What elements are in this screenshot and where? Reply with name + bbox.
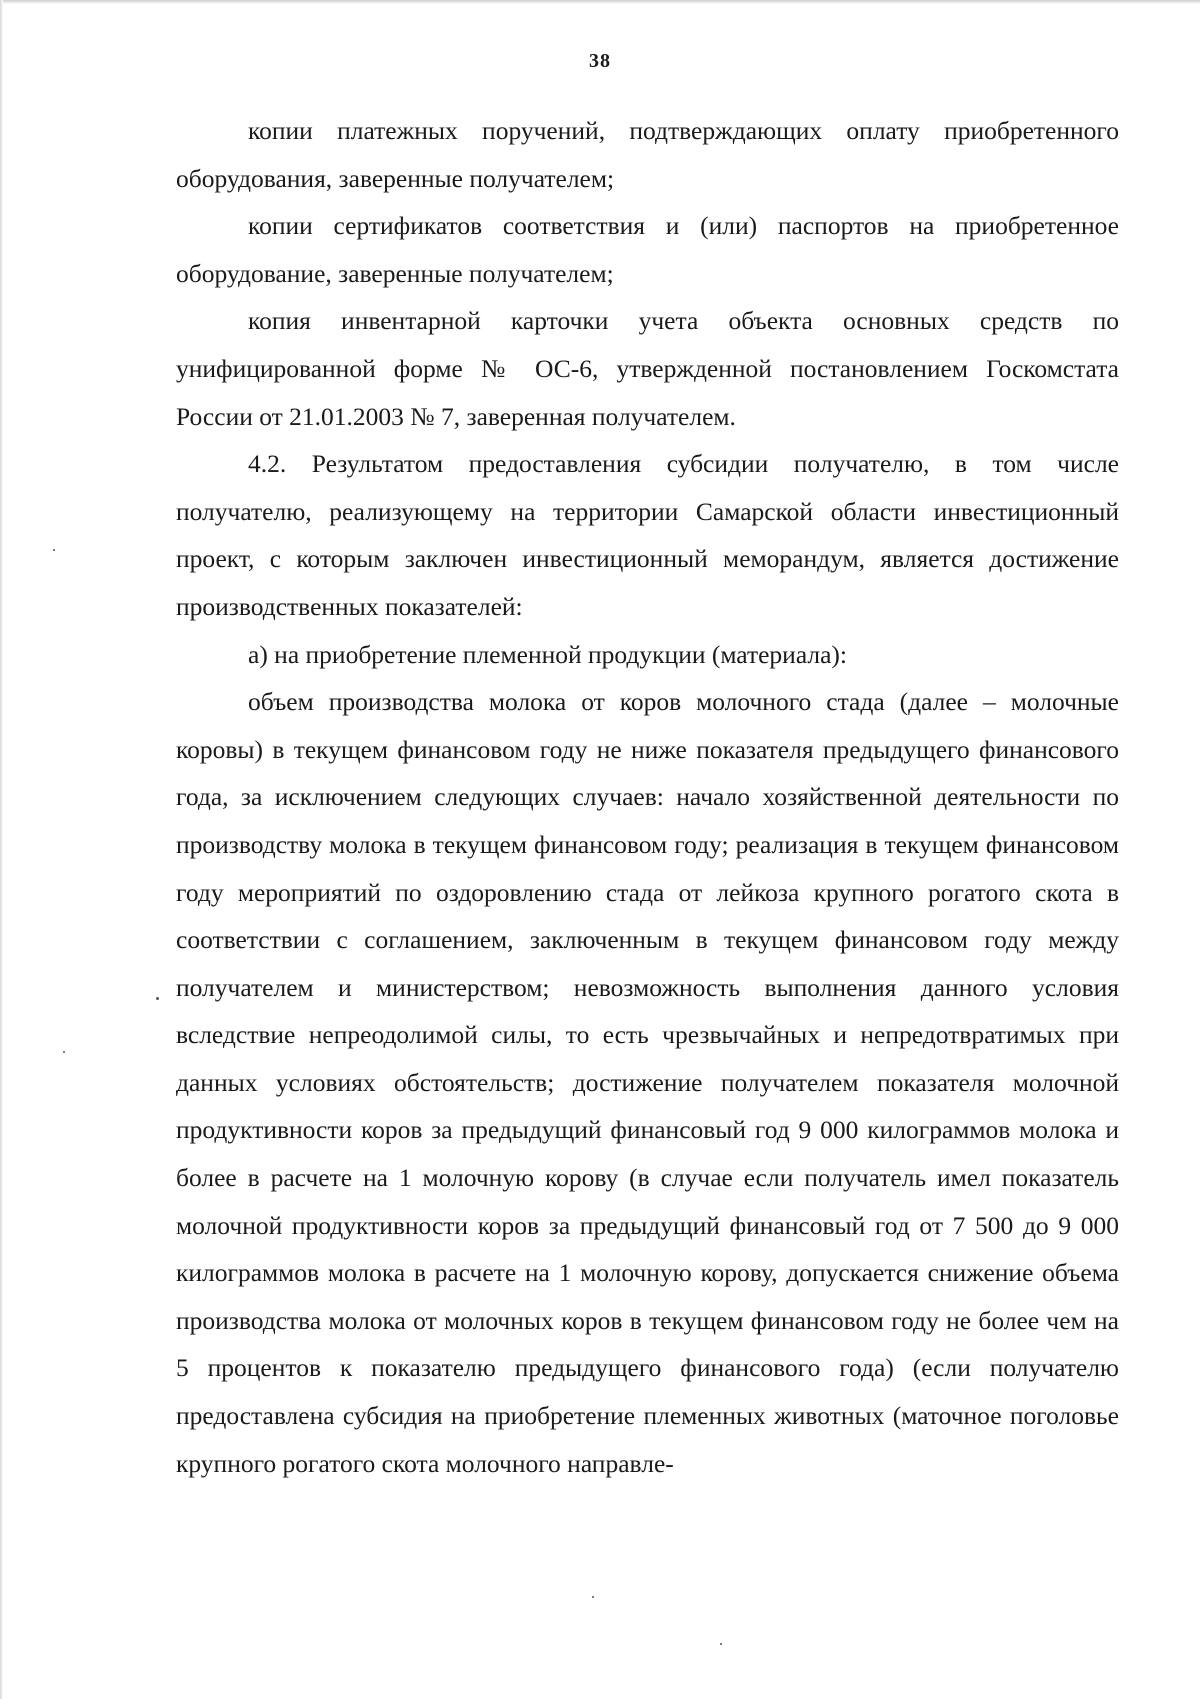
- scan-edge-left: [0, 0, 3, 1699]
- paragraph-section-4-2: 4.2. Результатом предоставления субсидии получателю, в том числе получателю, реализующему на территории Самарской области инвестиционный проект, с которым заключен инвестиционный меморандум, является достижение производственных показателей:: [176, 449, 1119, 621]
- scan-speck: [53, 549, 55, 551]
- paragraph-payment-orders: копии платежных поручений, подтверждающих оплату приобретенного оборудования, заверенные получателем;: [176, 116, 1119, 193]
- scan-edge-top: [0, 0, 1200, 4]
- paragraph-inventory-card: копия инвентарной карточки учета объекта основных средств по унифицированной форме № ОС-6, утвержденной постановлением Госкомстата России от 21.01.2003 № 7, заверенная получателем.: [176, 306, 1119, 431]
- scan-speck: [720, 1643, 722, 1645]
- paragraph-milk-volume: объем производства молока от коров молочного стада (далее – молочные коровы) в текущем финансовом году не ниже показателя предыдущего финансового года, за исключением следующих случаев: начало хозяйственной деятельности по производству молока в текущем финансовом году; реализация в текущем финансовом году мероприятий по оздоровлению стада от лейкоза крупного рогатого скота в соответствии с соглашением, заключенным в текущем финансовом году между получателем и министерством; невозможность выполнения данного условия вследствие непреодолимой силы, то есть чрезвычайных и непредотвратимых при данных условиях обстоятельств; достижение получателем показателя молочной продуктивности коров за предыдущий финансовый год 9 000 килограммов молока и более в расчете на 1 молочную корову (в случае если получатель имел показатель молочной продуктивности коров за предыдущий финансовый год от 7 500 до 9 000 килограммов молока в расчете на 1 молочную корову, допускается снижение объема производства молока от молочных коров в текущем финансовом году не более чем на 5 процентов к показателю предыдущего финансового года) (если получателю предоставлена субсидия на приобретение племенных животных (маточное поголовье крупного рогатого скота молочного направле-: [176, 687, 1119, 1478]
- paragraph-item-a: а) на приобретение племенной продукции (материала):: [248, 639, 847, 669]
- document-body: [176, 107, 1119, 1487]
- scan-speck: [63, 1051, 65, 1053]
- scan-speck: [592, 1596, 594, 1598]
- paragraph-certificates: копии сертификатов соответствия и (или) паспортов на приобретенное оборудование, заверенные получателем;: [176, 211, 1119, 288]
- scan-speck: [156, 997, 159, 1000]
- page-number: 38: [589, 50, 611, 72]
